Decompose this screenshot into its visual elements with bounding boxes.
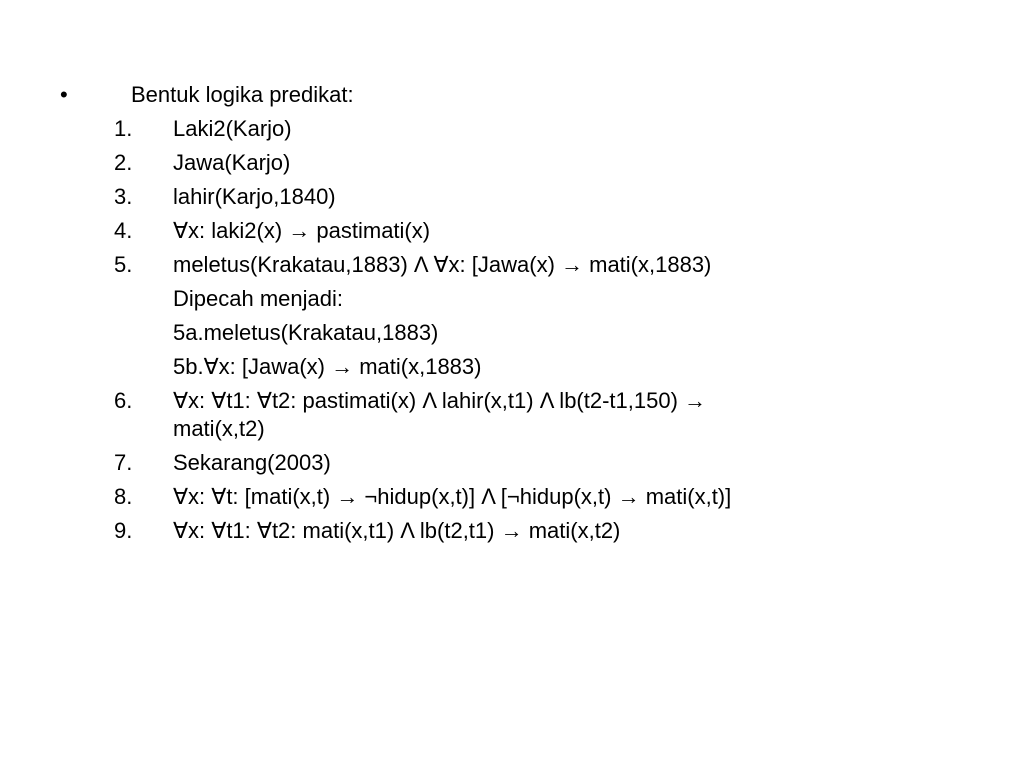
item-text-5: meletus(Krakatau,1883) Λ ∀x: [Jawa(x) → mati(x,1883) <box>173 252 712 277</box>
item-text-9: ∀x: ∀t1: ∀t2: mati(x,t1) Λ lb(t2,t1) → mati(x,t2) <box>173 518 621 543</box>
item-number-7: 7. <box>114 450 133 475</box>
item-text-5b: 5b.∀x: [Jawa(x) → mati(x,1883) <box>173 354 482 379</box>
item-number-6: 6. <box>114 388 133 413</box>
item-text-split-label: Dipecah menjadi: <box>173 286 343 311</box>
item-text-6-continued: mati(x,t2) <box>173 416 265 441</box>
slide-heading: Bentuk logika predikat: <box>131 82 354 107</box>
bullet-marker: • <box>60 82 68 107</box>
item-text-4: ∀x: laki2(x) → pastimati(x) <box>173 218 431 243</box>
item-text-1: Laki2(Karjo) <box>173 116 292 141</box>
item-number-3: 3. <box>114 184 133 209</box>
item-text-8: ∀x: ∀t: [mati(x,t) → ¬hidup(x,t)] Λ [¬hidup(x,t) → mati(x,t)] <box>173 484 732 509</box>
item-number-1: 1. <box>114 116 133 141</box>
item-number-4: 4. <box>114 218 133 243</box>
item-number-2: 2. <box>114 150 133 175</box>
item-text-3: lahir(Karjo,1840) <box>173 184 336 209</box>
item-number-8: 8. <box>114 484 133 509</box>
item-number-9: 9. <box>114 518 133 543</box>
item-text-5a: 5a.meletus(Krakatau,1883) <box>173 320 439 345</box>
item-text-7: Sekarang(2003) <box>173 450 331 475</box>
item-text-2: Jawa(Karjo) <box>173 150 291 175</box>
item-text-6: ∀x: ∀t1: ∀t2: pastimati(x) Λ lahir(x,t1) Λ lb(t2-t1,150) → <box>173 388 707 413</box>
item-number-5: 5. <box>114 252 133 277</box>
